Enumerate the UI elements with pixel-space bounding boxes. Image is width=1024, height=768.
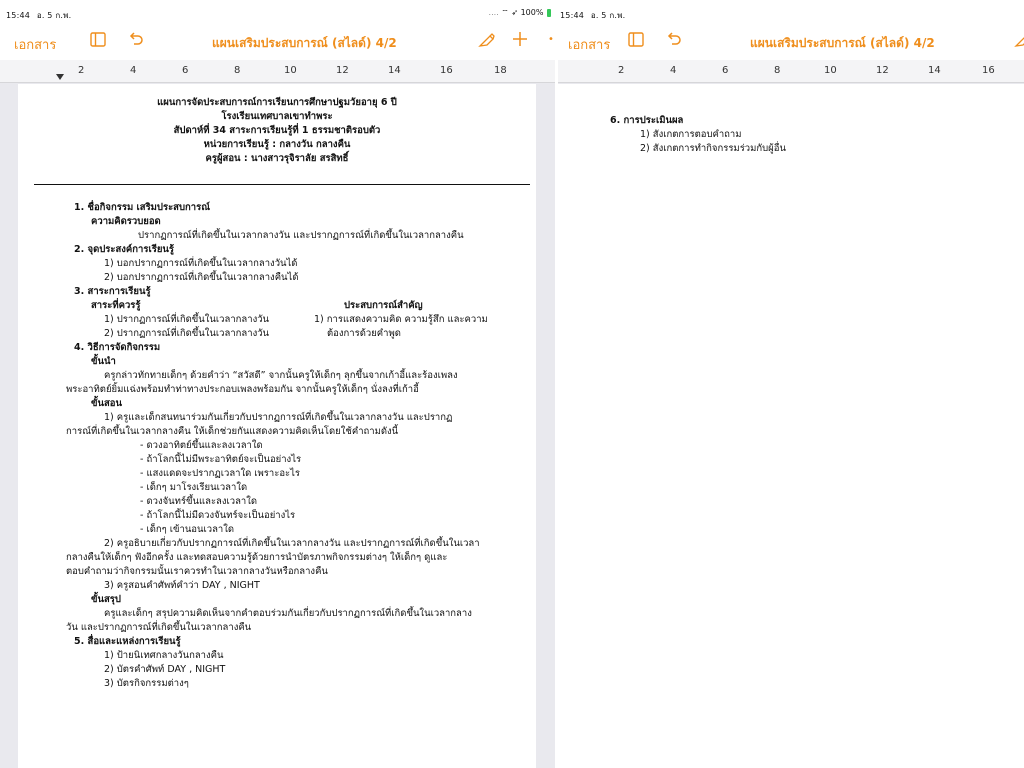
- table-cell: 1) การแสดงความคิด ความรู้สึก และความ: [314, 314, 488, 325]
- paragraph-line: วัน และปรากฏการณ์ที่เกิดขึ้นในเวลากลางคืน: [66, 622, 252, 633]
- toolbar: [558, 22, 1024, 60]
- header-line: โรงเรียนเทศบาลเขาทำพระ: [221, 111, 333, 122]
- document-title: แผนเสริมประสบการณ์ (สไลด์) 4/2: [212, 36, 397, 50]
- ruler-number: 16: [982, 65, 995, 76]
- list-item: 2) สังเกตการทำกิจกรรมร่วมกับผู้อื่น: [640, 143, 786, 154]
- ruler-left-marker[interactable]: [56, 74, 64, 80]
- step-heading: ขั้นนำ: [91, 356, 116, 367]
- question-item: - แสงแดดจะปรากฏเวลาใด เพราะอะไร: [140, 468, 301, 479]
- question-item: - เด็กๆ มาโรงเรียนเวลาใด: [140, 482, 248, 493]
- paragraph-line: ครูและเด็กๆ สรุปความคิดเห็นจากคำตอบร่วมกันเกี่ยวกับปรากฏการณ์ที่เกิดขึ้นในเวลากลาง: [104, 608, 472, 619]
- ruler-number: 18: [494, 65, 507, 76]
- status-right: [489, 8, 551, 18]
- table-cell: ต้องการด้วยคำพูด: [327, 328, 401, 339]
- status-time: [560, 9, 625, 22]
- column-header: ประสบการณ์สำคัญ: [344, 300, 423, 311]
- ruler-number: 14: [928, 65, 941, 76]
- ruler-number: 2: [618, 65, 625, 76]
- paragraph-line: ครูกล่าวทักทายเด็กๆ ด้วยคำว่า “สวัสดี” จากนั้นครูให้เด็กๆ ลุกขึ้นจากเก้าอี้และร้องเพลง: [104, 370, 458, 381]
- format-brush-icon[interactable]: [478, 32, 496, 48]
- header-divider: [34, 184, 530, 185]
- ruler-number: 12: [876, 65, 889, 76]
- undo-icon[interactable]: [128, 32, 144, 46]
- ruler[interactable]: [558, 60, 1024, 83]
- date-text: อ. 5 ก.พ.: [36, 11, 72, 20]
- paragraph-line: 3) ครูสอนคำศัพท์คำว่า DAY , NIGHT: [104, 580, 260, 591]
- doc-body: [610, 114, 786, 156]
- section-title: 1. ชื่อกิจกรรม เสริมประสบการณ์: [74, 202, 211, 213]
- ruler-number: 8: [774, 65, 781, 76]
- list-item: 3) บัตรกิจกรรมต่างๆ: [104, 678, 189, 689]
- right-pane: [558, 0, 1024, 768]
- clock-text: 15:44: [6, 11, 31, 20]
- clock-text: 15:44: [560, 11, 585, 20]
- ruler-number: 8: [234, 65, 241, 76]
- table-cell: 1) ปรากฏการณ์ที่เกิดขึ้นในเวลากลางวัน: [104, 314, 270, 325]
- section-title: 3. สาระการเรียนรู้: [74, 286, 151, 297]
- paragraph-line: พระอาทิตย์ยิ้มแฉ่งพร้อมทำท่าทางประกอบเพลงพร้อมกัน จากนั้นครูให้เด็กๆ นั่งลงที่เก้าอี้: [66, 384, 419, 395]
- list-item: 2) บอกปรากฏการณ์ที่เกิดขึ้นในเวลากลางคืนได้: [104, 272, 299, 283]
- battery-icon: [547, 9, 551, 17]
- list-item: 1) สังเกตการตอบคำถาม: [640, 129, 742, 140]
- question-item: - ถ้าโลกนี้ไม่มีดวงจันทร์จะเป็นอย่างไร: [140, 510, 296, 521]
- column-header: สาระที่ควรรู้: [91, 300, 141, 311]
- step-heading: ขั้นสอน: [91, 398, 122, 409]
- document-page-2[interactable]: [558, 84, 1024, 768]
- date-text: อ. 5 ก.พ.: [590, 11, 626, 20]
- ruler-number: 4: [670, 65, 677, 76]
- status-bar: [0, 0, 555, 22]
- ruler-number: 14: [388, 65, 401, 76]
- ruler-number: 12: [336, 65, 349, 76]
- add-icon[interactable]: [512, 31, 528, 47]
- section-text: ปรากฏการณ์ที่เกิดขึ้นในเวลากลางวัน และปรากฏการณ์ที่เกิดขึ้นในเวลากลางคืน: [138, 230, 464, 241]
- list-item: 1) ป้ายนิเทศกลางวันกลางคืน: [104, 650, 224, 661]
- question-item: - ถ้าโลกนี้ไม่มีพระอาทิตย์จะเป็นอย่างไร: [140, 454, 302, 465]
- ruler-number: 4: [130, 65, 137, 76]
- question-item: - ดวงจันทร์ขึ้นและลงเวลาใด: [140, 496, 258, 507]
- section-title: 6. การประเมินผล: [610, 115, 684, 126]
- paragraph-line: 1) ครูและเด็กสนทนาร่วมกันเกี่ยวกับปรากฏการณ์ที่เกิดขึ้นในเวลากลางวัน และปรากฏ: [104, 412, 453, 423]
- battery-percent: 100%: [520, 8, 544, 17]
- list-item: 2) บัตรคำศัพท์ DAY , NIGHT: [104, 664, 226, 675]
- ruler-number: 6: [722, 65, 729, 76]
- paragraph-line: การณ์ที่เกิดขึ้นในเวลากลางคืน ให้เด็กช่วยกันแสดงความคิดเห็นโดยใช้คำถามดังนี้: [66, 426, 399, 437]
- doc-header: [18, 96, 536, 166]
- status-bar: [558, 0, 1024, 22]
- header-line: แผนการจัดประสบการณ์การเรียนการศึกษาปฐมวัยอายุ 6 ปี: [157, 97, 397, 108]
- section-title: 5. สื่อและแหล่งการเรียนรู้: [74, 636, 181, 647]
- documents-button[interactable]: เอกสาร: [568, 38, 611, 53]
- ruler-number: 10: [284, 65, 297, 76]
- ruler[interactable]: [0, 60, 555, 83]
- toolbar: [0, 22, 555, 60]
- paragraph-line: ตอบคำถามว่ากิจกรรมนั้นเราควรทำในเวลากลางวันหรือกลางคืน: [66, 566, 328, 577]
- signal-dots: ....: [488, 8, 499, 17]
- undo-icon[interactable]: [666, 32, 682, 46]
- table-cell: 2) ปรากฏการณ์ที่เกิดขึ้นในเวลากลางวัน: [104, 328, 270, 339]
- sidebar-view-icon[interactable]: [90, 32, 106, 47]
- sidebar-view-icon[interactable]: [628, 32, 644, 47]
- header-line: ครูผู้สอน : นางสาวรุจิราลัย สรสิทธิ์: [205, 153, 349, 164]
- wifi-icon: ⌔: [501, 8, 509, 17]
- doc-body: [66, 201, 488, 691]
- paragraph-line: 2) ครูอธิบายเกี่ยวกับปรากฏการณ์ที่เกิดขึ้นในเวลากลางวัน และปรากฏการณ์ที่เกิดขึ้นในเวลา: [104, 538, 480, 549]
- question-item: - เด็กๆ เข้านอนเวลาใด: [140, 524, 235, 535]
- document-title: แผนเสริมประสบการณ์ (สไลด์) 4/2: [750, 36, 935, 50]
- ruler-number: 10: [824, 65, 837, 76]
- more-dot-icon[interactable]: •: [548, 34, 554, 45]
- location-icon: ➶: [511, 8, 519, 17]
- list-item: 1) บอกปรากฏการณ์ที่เกิดขึ้นในเวลากลางวันได้: [104, 258, 298, 269]
- documents-button[interactable]: เอกสาร: [14, 38, 57, 53]
- header-line: หน่วยการเรียนรู้ : กลางวัน กลางคืน: [203, 139, 351, 150]
- section-subtitle: ความคิดรวบยอด: [91, 216, 161, 227]
- ruler-number: 2: [78, 65, 85, 76]
- format-brush-icon[interactable]: [1014, 32, 1024, 48]
- paragraph-line: กลางคืนให้เด็กๆ ฟังอีกครั้ง และทดสอบความรู้ด้วยการนำบัตรภาพกิจกรรมต่างๆ ให้เด็กๆ ดูและ: [66, 552, 448, 563]
- step-heading: ขั้นสรุป: [91, 594, 121, 605]
- section-title: 2. จุดประสงค์การเรียนรู้: [74, 244, 174, 255]
- section-title: 4. วิธีการจัดกิจกรรม: [74, 342, 161, 353]
- document-page-1[interactable]: [18, 84, 536, 768]
- header-line: สัปดาห์ที่ 34 สาระการเรียนรู้ที่ 1 ธรรมชาติรอบตัว: [173, 125, 381, 136]
- content-table: [74, 299, 488, 341]
- status-time: [6, 9, 71, 22]
- ruler-number: 6: [182, 65, 189, 76]
- question-item: - ดวงอาทิตย์ขึ้นและลงเวลาใด: [140, 440, 263, 451]
- ruler-number: 16: [440, 65, 453, 76]
